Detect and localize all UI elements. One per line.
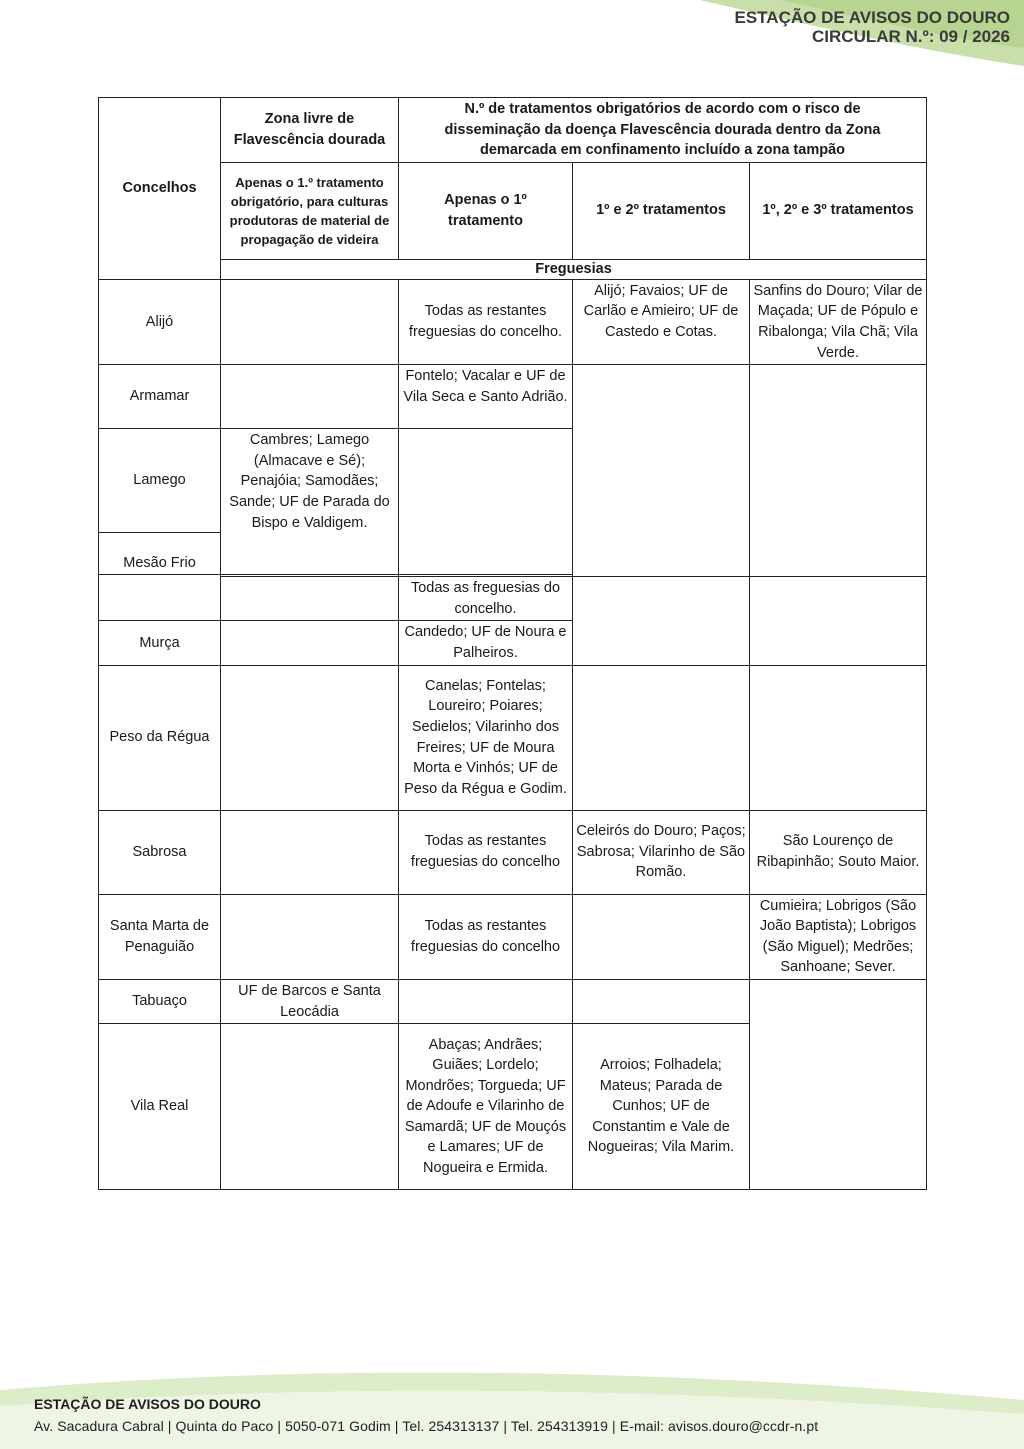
t123-empty-1	[750, 365, 927, 577]
t123-santa-marta: Cumieira; Lobrigos (São João Baptista); Lobrigos (São Miguel); Medrões; Sanhoane; Sever.	[750, 894, 927, 979]
t1-murca: Candedo; UF de Noura e Palheiros.	[399, 621, 573, 665]
concelho-lamego: Lamego	[99, 429, 221, 533]
zona-livre-santa-marta	[221, 894, 399, 979]
concelho-alijo: Alijó	[99, 279, 221, 364]
concelho-armamar: Armamar	[99, 365, 221, 429]
zona-livre-sabrosa	[221, 810, 399, 894]
concelho-mesao-continued	[99, 577, 221, 621]
t12-alijo: Alijó; Favaios; UF de Carlão e Amieiro; UF de Castedo e Cotas.	[573, 279, 750, 364]
zona-livre-tabuaco: UF de Barcos e Santa Leocádia	[221, 979, 399, 1023]
zona-livre-vila-real	[221, 1024, 399, 1190]
zona-livre-peso-regua	[221, 665, 399, 810]
header-t12: 1º e 2º tratamentos	[573, 162, 750, 259]
header-circular: CIRCULAR N.º: 09 / 2026	[812, 27, 1010, 46]
t1-santa-marta: Todas as restantes freguesias do concelho	[399, 894, 573, 979]
footer-address: Av. Sacadura Cabral | Quinta do Paco | 5050-071 Godim | Tel. 254313137 | Tel. 254313919 | E-mail: avisos.douro@ccdr-n.pt	[34, 1418, 819, 1434]
t123-sabrosa: São Lourenço de Ribapinhão; Souto Maior.	[750, 810, 927, 894]
header-zona-livre-sub: Apenas o 1.º tratamento obrigatório, para culturas produtoras de material de propagação de videira	[221, 162, 399, 259]
t12-empty-1b	[573, 577, 750, 665]
t1-tabuaco	[399, 979, 573, 1023]
t1-armamar: Fontelo; Vacalar e UF de Vila Seca e Santo Adrião.	[399, 365, 573, 429]
t1-mesao-frio: Todas as freguesias do concelho.	[399, 577, 573, 621]
header-numero-tratamentos: N.º de tratamentos obrigatórios de acordo com o risco de disseminação da doença Flavescência dourada dentro da Zona demarcada em confinamento incluído a zona tampão	[399, 98, 927, 163]
t1-vila-real: Abaças; Andrães; Guiães; Lordelo; Mondrões; Torgueda; UF de Adoufe e Vilarinho de Samardã; UF de Mouçós e Lamares; UF de Nogueira e Ermida.	[399, 1024, 573, 1190]
concelho-sabrosa: Sabrosa	[99, 810, 221, 894]
concelho-murca: Murça	[99, 621, 221, 665]
header-concelhos: Concelhos	[99, 98, 221, 280]
concelho-santa-marta: Santa Marta de Penaguião	[99, 894, 221, 979]
t12-vila-real: Arroios; Folhadela; Mateus; Parada de Cunhos; UF de Constantim e Vale de Nogueiras; Vila Marim.	[573, 1024, 750, 1190]
header-zona-livre: Zona livre de Flavescência dourada	[221, 98, 399, 163]
zona-livre-lamego: Cambres; Lamego (Almacave e Sé); Penajóia; Samodães; Sande; UF de Parada do Bispo e Valdigem.	[221, 429, 399, 575]
zona-livre-armamar	[221, 365, 399, 429]
header-t123: 1º, 2º e 3º tratamentos	[750, 162, 927, 259]
header-t1: Apenas o 1º tratamento	[399, 162, 573, 259]
zona-livre-mesao	[221, 577, 399, 621]
t123-empty-1b	[750, 577, 927, 665]
document-header	[735, 8, 1011, 46]
t12-empty-1	[573, 365, 750, 577]
t123-tabuaco-vila-real	[750, 979, 927, 1189]
t12-santa-marta	[573, 894, 750, 979]
zona-livre-alijo	[221, 279, 399, 364]
concelho-mesao-frio: Mesão Frio	[99, 533, 221, 575]
zona-livre-murca	[221, 621, 399, 665]
concelho-tabuaco: Tabuaço	[99, 979, 221, 1023]
header-freguesias: Freguesias	[221, 259, 927, 279]
t12-sabrosa: Celeirós do Douro; Paços; Sabrosa; Vilarinho de São Romão.	[573, 810, 750, 894]
t1-sabrosa: Todas as restantes freguesias do concelho	[399, 810, 573, 894]
header-station: ESTAÇÃO DE AVISOS DO DOURO	[734, 8, 1010, 27]
concelho-peso-regua: Peso da Régua	[99, 665, 221, 810]
t12-tabuaco	[573, 979, 750, 1023]
t123-peso-regua	[750, 665, 927, 810]
t1-alijo: Todas as restantes freguesias do concelho.	[399, 279, 573, 364]
concelho-vila-real: Vila Real	[99, 1024, 221, 1190]
t1-peso-regua: Canelas; Fontelas; Loureiro; Poiares; Sedielos; Vilarinho dos Freires; UF de Moura Morta e Vinhós; UF de Peso da Régua e Godim.	[399, 665, 573, 810]
treatments-table	[98, 97, 927, 1190]
t123-alijo: Sanfins do Douro; Vilar de Maçada; UF de Pópulo e Ribalonga; Vila Chã; Vila Verde.	[750, 279, 927, 364]
footer-title: ESTAÇÃO DE AVISOS DO DOURO	[34, 1396, 261, 1412]
t12-peso-regua	[573, 665, 750, 810]
t1-lamego-empty	[399, 429, 573, 575]
